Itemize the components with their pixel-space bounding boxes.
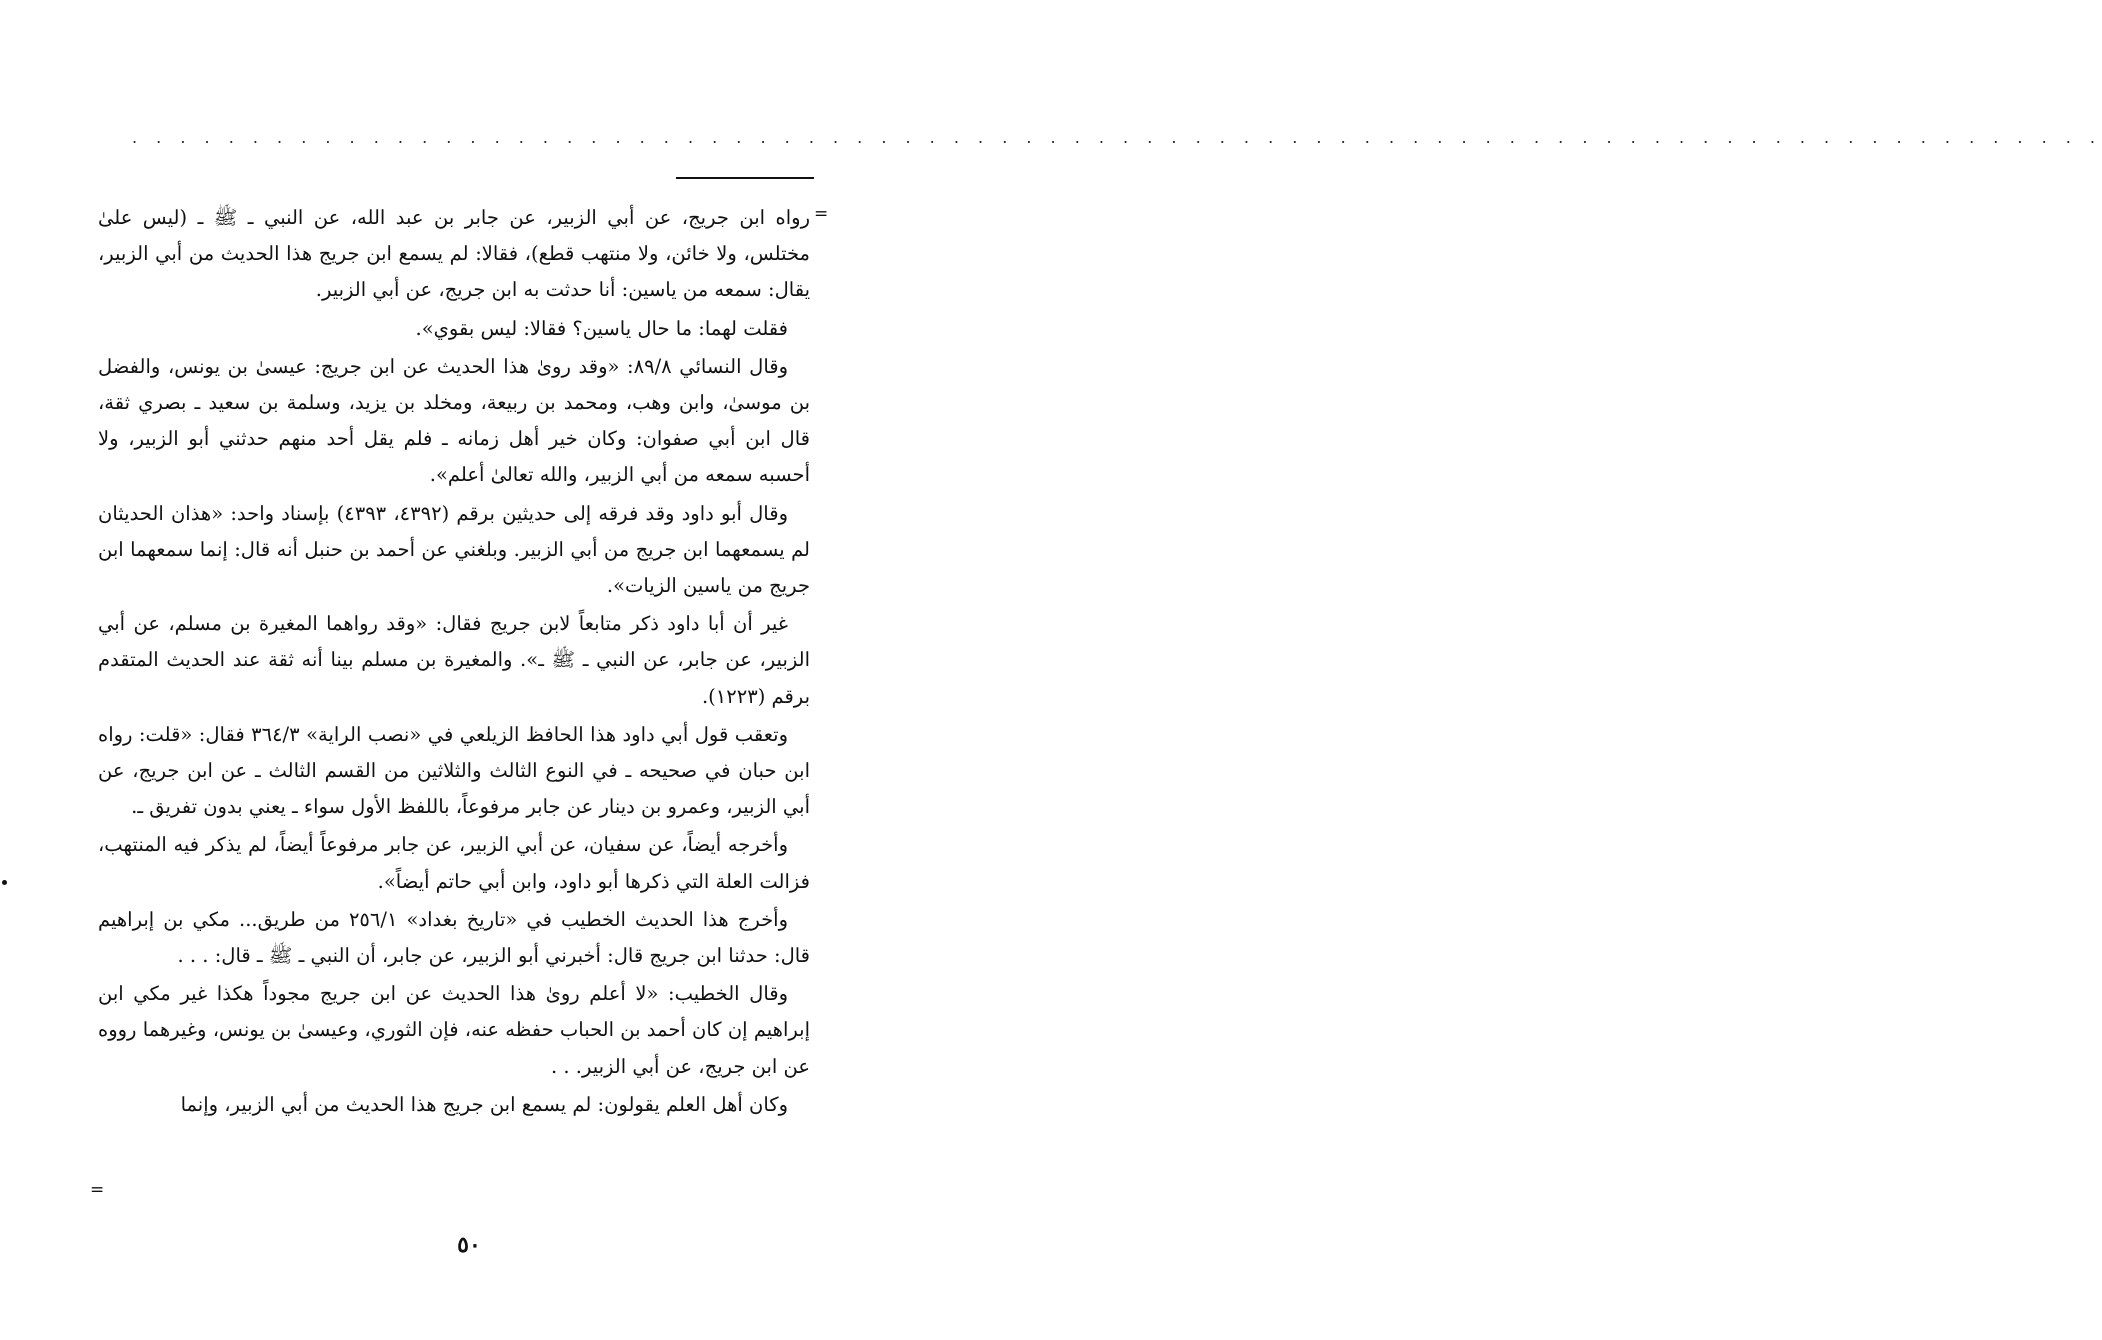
continuation-mark-end: = [90,1180,105,1200]
footnote-divider-line [676,177,814,179]
page-number: ٥٠ [457,1232,481,1258]
footnote-text-block [98,200,810,1125]
paragraph-8: وأخرج هذا الحديث الخطيب في «تاريخ بغداد» ٢٥٦/١ من طريق... مكي بن إبراهيم قال: حدثنا ابن جريج قال: أخبرني أبو الزبير، عن جابر، أن النبي ـ ﷺ ـ قال: . . . [98,907,810,968]
paragraph-2: فقلت لهما: ما حال ياسين؟ فقالا: ليس بقوي». [415,316,788,340]
paragraph-7: وأخرجه أيضاً، عن سفيان، عن أبي الزبير، عن جابر مرفوعاً أيضاً، لم يذكر فيه المنتهب، فزالت العلة التي ذكرها أبو داود، وابن أبي حاتم أيضاً». [98,833,810,893]
paragraph-3: وقال النسائي ٨٩/٨: «وقد روىٰ هذا الحديث عن ابن جريج: عيسىٰ بن يونس، والفضل بن موسىٰ، وابن وهب، ومحمد بن ربيعة، ومخلد بن يزيد، وسلمة بن سعيد ـ بصري ثقة، قال ابن أبي صفوان: وكان خير أهل زمانه ـ فلم يقل أحد منهم حدثني أبو الزبير، ولا أحسبه سمعه من أبي الزبير، والله تعالىٰ أعلم». [98,354,810,487]
margin-dot [2,880,7,885]
paragraph-10: وكان أهل العلم يقولون: لم يسمع ابن جريج هذا الحديث من أبي الزبير، وإنما [180,1092,788,1116]
paragraph-6: وتعقب قول أبي داود هذا الحافظ الزيلعي في «نصب الراية» ٣٦٤/٣ فقال: «قلت: رواه ابن حبان في صحيحه ـ في النوع الثالث والثلاثين من القسم الثالث ـ عن ابن جريج، عن أبي الزبير، وعمرو بن دينار عن جابر مرفوعاً، باللفظ الأول سواء ـ يعني بدون تفريق ـ. [98,722,810,819]
paragraph-9: وقال الخطيب: «لا أعلم روىٰ هذا الحديث عن ابن جريج مجوداً هكذا غير مكي ابن إبراهيم إن كان أحمد بن الحباب حفظه عنه، فإن الثوري، وعيسىٰ بن يونس، وغيرهما رووه عن ابن جريج، عن أبي الزبير. . . [98,982,810,1078]
paragraph-1: رواه ابن جريج، عن أبي الزبير، عن جابر بن عبد الله، عن النبي ـ ﷺ ـ (ليس علىٰ مختلس، ولا خائن، ولا منتهب قطع)، فقالا: لم يسمع ابن جريج هذا الحديث من أبي الزبير، يقال: سمعه من ياسين: أنا حدثت به ابن جريج، عن أبي الزبير. [98,206,810,302]
separator-dots: . . . . . . . . . . . . . . . . . . . . . . . . . . . . . . . . . . . . . . . . . . . . . . . . . . . . . . . . . . . . . . . . . . . . . . . . . . . . . . . . . . [132,128,2102,147]
paragraph-5: غير أن أبا داود ذكر متابعاً لابن جريج فقال: «وقد رواهما المغيرة بن مسلم، عن أبي الزبير، عن جابر، عن النبي ـ ﷺ ـ». والمغيرة بن مسلم بينا أنه ثقة عند الحديث المتقدم برقم (١٢٢٣). [98,612,810,708]
continuation-mark-start: = [814,204,829,224]
paragraph-4: وقال أبو داود وقد فرقه إلى حديثين برقم (٤٣٩٢، ٤٣٩٣) بإسناد واحد: «هذان الحديثان لم يسمعهما ابن جريج من أبي الزبير. وبلغني عن أحمد بن حنبل أنه قال: إنما سمعهما ابن جريج من ياسين الزيات». [98,501,810,598]
